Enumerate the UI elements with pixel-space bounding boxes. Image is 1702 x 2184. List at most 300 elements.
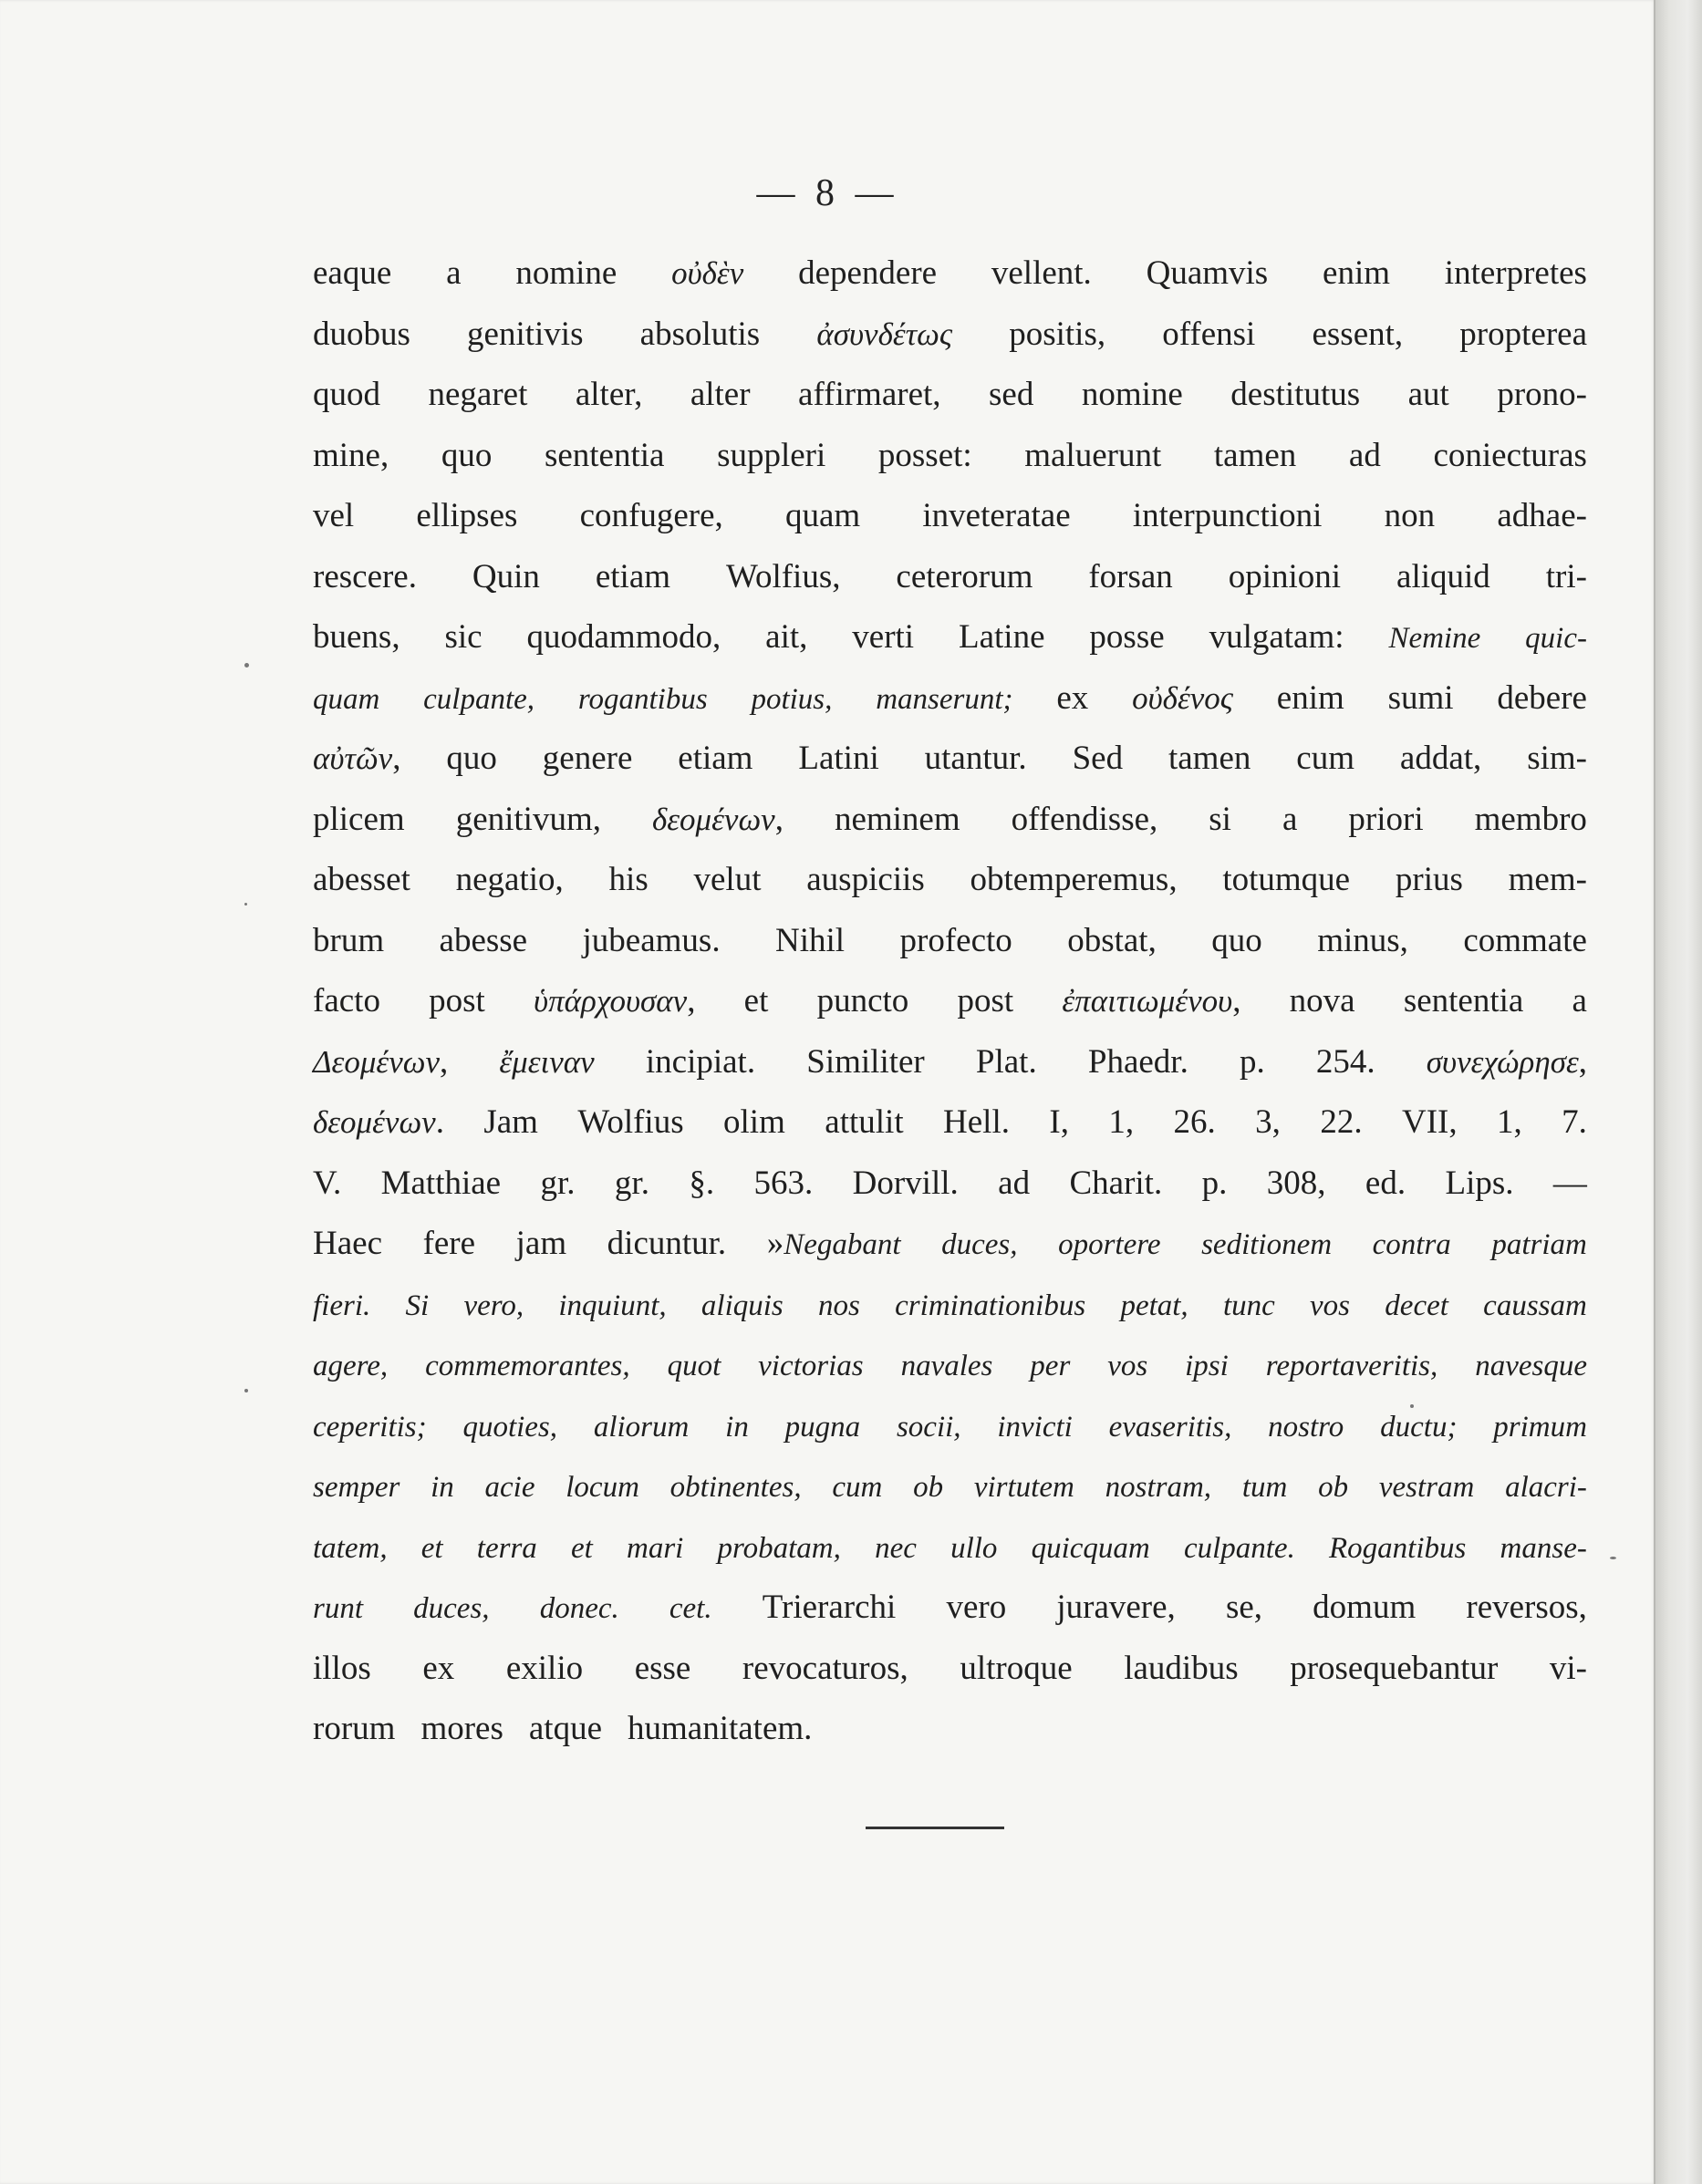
text-run: quo [441,436,493,474]
italic-text: quic- [1525,622,1587,655]
word [1396,557,1490,596]
word [925,739,1027,778]
word [1546,557,1587,596]
word [913,1466,943,1506]
text-run: quam [784,497,861,534]
word [534,981,695,1020]
text-run: ad [1348,436,1381,474]
word [959,617,1045,657]
word [1296,739,1354,778]
text-line [313,1466,1587,1527]
paper-speck [244,1389,248,1392]
text-run: confugere, [579,497,723,534]
word [416,496,517,535]
word [1088,557,1172,596]
text-run: Haec [313,1225,382,1262]
text-run: ex [1056,678,1089,717]
italic-text: ob [913,1471,944,1504]
italic-text: quoties, [462,1410,558,1444]
text-line [313,496,1587,557]
italic-text: alacri- [1505,1471,1587,1504]
italic-text: obtinentes, [669,1471,802,1504]
text-run: absolutis [639,315,761,353]
word [1268,1406,1344,1445]
word [583,921,721,960]
text-run: Dorvill. [852,1164,959,1202]
text-run: debere [1497,678,1587,717]
italic-text: vos [1310,1289,1351,1322]
text-run: duobus [313,315,410,353]
italic-text: nostram, [1105,1471,1212,1504]
italic-text: aliorum [593,1410,690,1444]
word [818,1285,860,1324]
text-run: vulgatam: [1209,618,1344,656]
text-line [313,375,1587,436]
word [1105,1466,1211,1506]
text-run: quo [446,740,497,777]
text-run: Hell. [943,1103,1010,1141]
word [444,617,482,657]
word [541,1164,576,1203]
word [313,921,384,960]
text-run: facto [313,982,380,1020]
word [1049,1102,1069,1142]
italic-text: rogantibus [577,682,708,716]
word [1229,557,1341,596]
word [1572,981,1587,1020]
text-run: Sed [1072,740,1124,777]
page-edge [1654,0,1702,2184]
text-run: 1, [1497,1103,1522,1141]
word [1427,1042,1587,1082]
word [1402,1102,1458,1142]
word [1133,496,1323,535]
italic-text: caussam [1483,1289,1587,1322]
word [406,1285,430,1324]
word [1223,1285,1275,1324]
italic-text: quicquam [1031,1531,1150,1565]
word [1433,436,1586,475]
word [596,557,670,596]
text-run: ad [998,1164,1031,1202]
word [1108,1102,1134,1142]
italic-text: potius, [751,682,833,716]
text-run: sic [444,618,483,656]
italic-text: primum [1493,1410,1587,1444]
word [896,557,1033,596]
text-run: essent, [1312,315,1404,353]
text-run: ait, [765,618,808,656]
word [763,1588,897,1627]
text-run: addat, [1399,740,1482,777]
text-run: negatio, [455,861,564,898]
italic-text: tatem, [313,1531,388,1565]
text-run: Trierarchi [762,1589,897,1626]
greek-term: αὐτῶν [313,740,393,776]
word [1082,375,1183,414]
text-run: non [1384,497,1436,534]
italic-text: reportaveritis, [1265,1350,1438,1382]
word [516,1224,566,1263]
text-run: domum [1313,1589,1417,1626]
word [775,921,845,960]
word [1032,1527,1150,1567]
text-line [313,1224,1587,1285]
word [1290,1649,1498,1688]
italic-text: et [570,1531,593,1565]
word [678,739,752,778]
word [1400,739,1481,778]
text-run: , [439,1042,449,1081]
text-run: si [1209,800,1231,838]
word [313,1042,448,1082]
word [723,1102,785,1142]
text-run: Phaedr. [1087,1042,1188,1081]
text-run: a [1282,800,1298,838]
text-run: ceterorum [896,557,1033,595]
text-run: genitivum, [455,800,601,838]
word [689,1164,714,1203]
text-run: negaret [428,376,528,413]
word [1550,1649,1587,1688]
text-run: etiam [678,740,753,777]
text-run: exilio [505,1649,584,1687]
word [744,981,769,1020]
text-run: vellent. [991,254,1092,292]
text-line [313,1285,1587,1346]
word [1290,981,1355,1020]
paper-speck [1410,1404,1414,1408]
text-run: prius [1395,861,1463,898]
text-run: totumque [1222,861,1351,898]
text-run: prono- [1497,376,1587,413]
italic-text: probatam, [717,1531,841,1565]
word [1445,1164,1513,1203]
word [313,1406,427,1445]
italic-text: socii, [896,1410,961,1444]
text-run: reversos, [1466,1589,1587,1626]
italic-text: agere, [313,1350,389,1382]
italic-text: ullo [950,1531,998,1565]
text-line [313,1649,1587,1710]
word [313,617,400,657]
text-run: et [743,982,769,1020]
text-run: tamen [1213,436,1297,474]
word [1132,678,1233,718]
text-run: fere [422,1225,476,1262]
text-run: Matthiae [380,1164,502,1202]
word [1310,1285,1350,1324]
italic-text: quam [313,682,380,716]
word [313,1164,341,1203]
text-run: juravere, [1056,1589,1176,1626]
word [1388,678,1454,718]
word [446,254,461,293]
word [429,981,485,1020]
word [467,315,583,354]
word [798,739,878,778]
text-run: nomine [515,254,617,292]
text-run: , [687,982,696,1020]
text-run: dependere [798,254,938,292]
word [1088,1042,1188,1082]
italic-text: nostro [1268,1410,1344,1444]
word [1024,436,1161,475]
closing-rule [866,1827,1004,1829]
word [1266,1345,1438,1384]
word [462,1406,557,1445]
word [1202,1164,1228,1203]
text-run: posset: [877,436,972,474]
word [853,1164,959,1203]
word [446,739,497,778]
word [1201,1224,1332,1263]
text-run: illos [313,1649,371,1687]
italic-text: nec [875,1531,917,1565]
text-run: positis, [1009,315,1106,353]
text-line [313,617,1587,678]
text-run: maluerunt [1024,436,1162,474]
italic-text: duces, [413,1592,490,1625]
italic-text: in [431,1471,454,1504]
word [974,1466,1074,1506]
italic-text: manserunt; [876,682,1013,716]
text-run: sed [989,376,1034,413]
text-run: forsan [1088,557,1173,595]
text-run: obtemperemus, [970,861,1178,898]
text-run: rescere. [313,557,417,595]
word [1147,254,1269,293]
text-run: post [429,982,485,1020]
text-line [313,1042,1587,1103]
text-run: inveteratae [922,497,1071,534]
word [1120,1285,1188,1324]
text-run: humanitatem. [628,1710,813,1747]
word [558,1285,666,1324]
word [767,1224,901,1263]
paper-speck [1610,1557,1616,1559]
word [970,860,1178,899]
word [428,375,527,414]
text-run: Wolfius [577,1103,684,1141]
text-line [313,739,1587,800]
text-run: laudibus [1124,1649,1239,1687]
word [950,1527,997,1567]
text-run: p. [1201,1164,1228,1202]
italic-text: et [420,1531,443,1565]
word [313,1102,444,1142]
word [313,315,410,354]
word [456,800,601,839]
word [483,1102,538,1142]
italic-text: contra [1372,1228,1451,1261]
text-run: se, [1225,1589,1263,1626]
word [1323,254,1390,293]
text-line [313,1709,1587,1770]
word [313,800,405,839]
text-run: — [1552,1164,1587,1202]
word [765,617,807,657]
text-run: genitivis [467,315,584,353]
word [1062,981,1240,1020]
word [1483,1285,1587,1324]
text-run: , [1232,982,1241,1020]
word [991,254,1092,293]
text-run: abesse [439,921,528,959]
text-run: attulit [825,1103,904,1141]
italic-text: commemorantes, [425,1350,630,1382]
word [1107,1345,1147,1384]
word [1500,1527,1587,1567]
text-run: revocaturos, [742,1649,908,1687]
text-run: buens, [313,618,400,656]
text-run: gr. [614,1164,649,1202]
word [1348,800,1423,839]
text-run: sententia [544,436,665,474]
text-line [313,315,1587,376]
text-run: 22. [1320,1103,1363,1141]
italic-text: victorias [758,1350,864,1382]
word [421,1527,443,1567]
word [652,800,784,839]
text-run: esse [634,1649,691,1687]
text-run: atque [528,1710,602,1747]
word [1505,1466,1587,1506]
word [718,1527,841,1567]
word [1067,921,1157,960]
word [1404,981,1524,1020]
word [694,860,762,899]
text-run: commate [1463,921,1587,959]
word [1058,1224,1160,1263]
italic-text: mari [626,1531,684,1565]
text-line [313,1102,1587,1164]
text-run: eaque [313,254,392,292]
text-run: a [446,254,462,292]
word [594,1406,690,1445]
word [1109,1406,1232,1445]
text-run: 254. [1315,1042,1375,1081]
text-run: a [1572,982,1587,1020]
word [997,1406,1072,1445]
italic-text: ob [1318,1471,1349,1504]
word [381,1164,502,1203]
word [897,1406,961,1445]
word [1069,1164,1162,1203]
word [1124,1649,1238,1688]
word [506,1649,583,1688]
word [463,1285,524,1324]
word [628,1709,825,1748]
word [1329,1527,1466,1567]
word [313,436,389,475]
word [1030,1345,1070,1384]
word [1162,315,1255,354]
word [1497,375,1587,414]
word [313,981,380,1020]
paper-speck [244,663,249,668]
text-run: vi- [1549,1649,1587,1687]
word [1277,678,1344,718]
italic-text: virtutem [973,1471,1074,1504]
text-run: Lips. [1445,1164,1514,1202]
word [725,1406,749,1445]
italic-text: Rogantibus [1329,1531,1467,1565]
text-run: nomine [1081,376,1183,413]
text-run: Charit. [1069,1164,1163,1202]
word [1313,1588,1416,1627]
text-run: brum [313,921,385,959]
word [1553,1164,1587,1203]
text-run: plicem [313,800,405,838]
italic-text: in [725,1410,749,1444]
word [640,315,761,354]
text-run: nova [1289,982,1355,1020]
word [1184,1527,1295,1567]
word [1240,1042,1265,1082]
word [742,1649,908,1688]
text-line [313,254,1587,315]
word [425,1345,630,1384]
text-run: aliquid [1396,557,1490,595]
text-run: auspiciis [806,861,925,898]
word [671,254,743,293]
italic-text: ductu; [1380,1410,1458,1444]
text-run: » [766,1225,784,1262]
word [313,496,354,535]
text-run: genere [542,740,633,777]
text-run: ed. [1365,1164,1406,1202]
text-run: jubeamus. [582,921,721,959]
italic-text: ipsi [1185,1350,1229,1382]
word [313,1709,408,1748]
text-run: Similiter [806,1042,925,1081]
word [1317,921,1408,960]
text-run: Wolfius, [725,557,841,595]
italic-text: duces, [941,1228,1018,1261]
word [901,1345,993,1384]
word [998,1164,1030,1203]
italic-text: pugna [784,1410,861,1444]
word [571,1527,593,1567]
word [753,1164,813,1203]
text-run: 308, [1266,1164,1326,1202]
word [1365,1164,1406,1203]
word [717,436,825,475]
word [669,1588,712,1627]
text-run: Jam [483,1103,538,1141]
text-run: . [435,1103,444,1141]
text-run: puncto [816,982,909,1020]
text-run: sim- [1527,740,1587,777]
text-run: propterea [1459,315,1587,353]
word [635,1649,691,1688]
italic-text: ceperitis; [313,1410,427,1444]
word [313,254,391,293]
word [313,1588,363,1627]
word [960,1649,1072,1688]
word [1209,617,1344,657]
word [941,1224,1017,1263]
word [1312,315,1403,354]
text-run: I, [1049,1103,1069,1141]
text-run: tri- [1545,557,1587,595]
text-run: mem- [1508,861,1587,898]
text-run: V. [313,1164,342,1202]
italic-text: acie [484,1471,535,1504]
word [431,1466,454,1506]
word [472,557,540,596]
